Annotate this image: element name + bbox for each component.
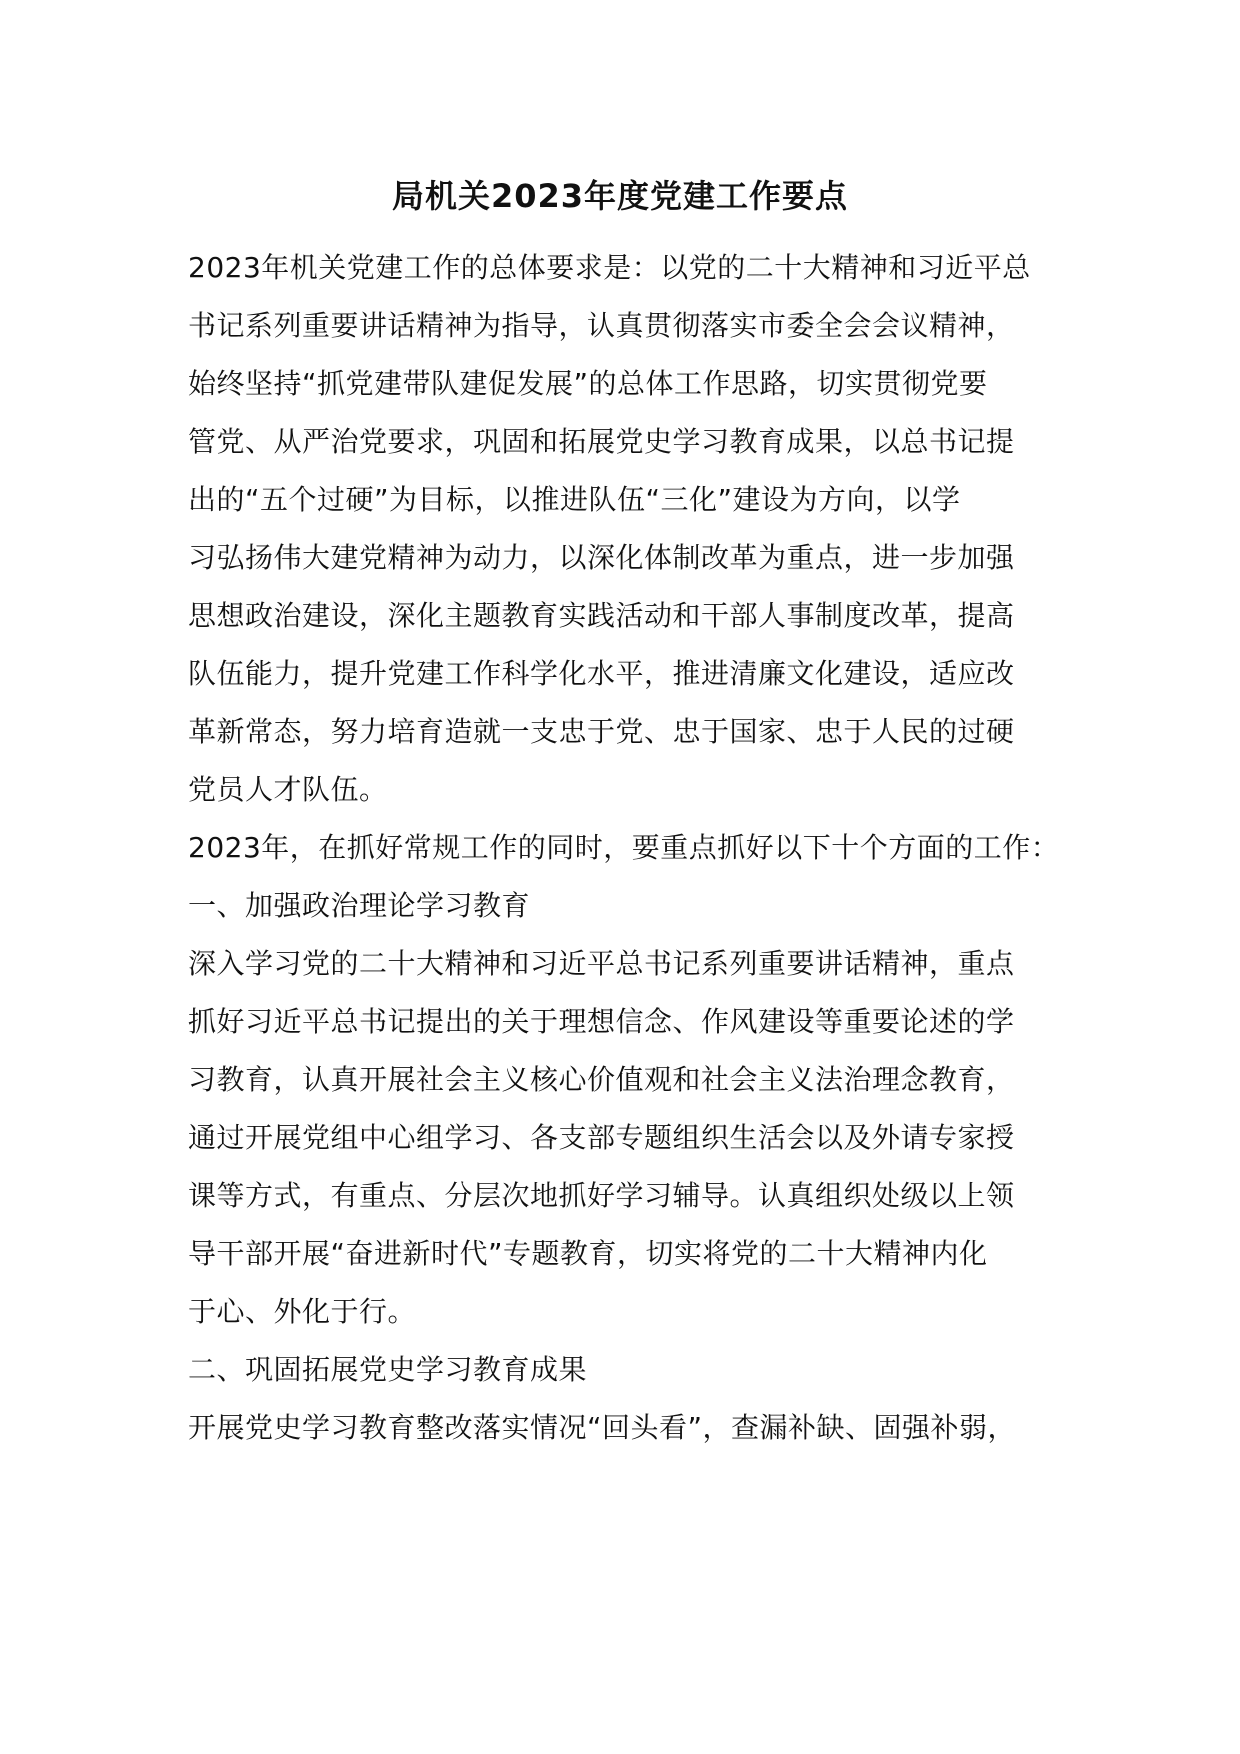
paragraph-line: 管党、从严治党要求，巩固和拓展党史学习教育成果，以总书记提: [188, 425, 1015, 458]
paragraph-line: 开展党史学习教育整改落实情况“回头看”，查漏补缺、固强补弱，: [188, 1411, 1017, 1444]
section-heading: 二、巩固拓展党史学习教育成果: [188, 1353, 588, 1386]
paragraph-line: 始终坚持“抓党建带队建促发展”的总体工作思路，切实贯彻党要: [188, 367, 988, 400]
paragraph-line: 习弘扬伟大建党精神为动力，以深化体制改革为重点，进一步加强: [188, 541, 1015, 574]
paragraph-line: 课等方式，有重点、分层次地抓好学习辅导。认真组织处级以上领: [188, 1179, 1015, 1212]
paragraph-line: 深入学习党的二十大精神和习近平总书记系列重要讲话精神，重点: [188, 947, 1015, 980]
paragraph-line: 导干部开展“奋进新时代”专题教育，切实将党的二十大精神内化: [188, 1237, 988, 1270]
paragraph-line: 通过开展党组中心组学习、各支部专题组织生活会以及外请专家授: [188, 1121, 1015, 1154]
paragraph-line: 党员人才队伍。: [188, 773, 388, 806]
section-heading: 一、加强政治理论学习教育: [188, 889, 531, 922]
paragraph-line: 2023年机关党建工作的总体要求是：以党的二十大精神和习近平总: [188, 251, 1031, 284]
document-title: 局机关2023年度党建工作要点: [391, 177, 849, 215]
paragraph-line: 抓好习近平总书记提出的关于理想信念、作风建设等重要论述的学: [188, 1005, 1015, 1038]
paragraph-line: 2023年，在抓好常规工作的同时，要重点抓好以下十个方面的工作：: [188, 831, 1060, 864]
paragraph-line: 思想政治建设，深化主题教育实践活动和干部人事制度改革，提高: [188, 599, 1015, 632]
paragraph-line: 出的“五个过硬”为目标，以推进队伍“三化”建设为方向，以学: [188, 483, 961, 516]
paragraph-line: 于心、外化于行。: [188, 1295, 417, 1328]
paragraph-line: 习教育，认真开展社会主义核心价值观和社会主义法治理念教育，: [188, 1063, 1015, 1096]
paragraph-line: 革新常态，努力培育造就一支忠于党、忠于国家、忠于人民的过硬: [188, 715, 1015, 748]
paragraph-line: 书记系列重要讲话精神为指导，认真贯彻落实市委全会会议精神，: [188, 309, 1015, 342]
paragraph-line: 队伍能力，提升党建工作科学化水平，推进清廉文化建设，适应改: [188, 657, 1015, 690]
